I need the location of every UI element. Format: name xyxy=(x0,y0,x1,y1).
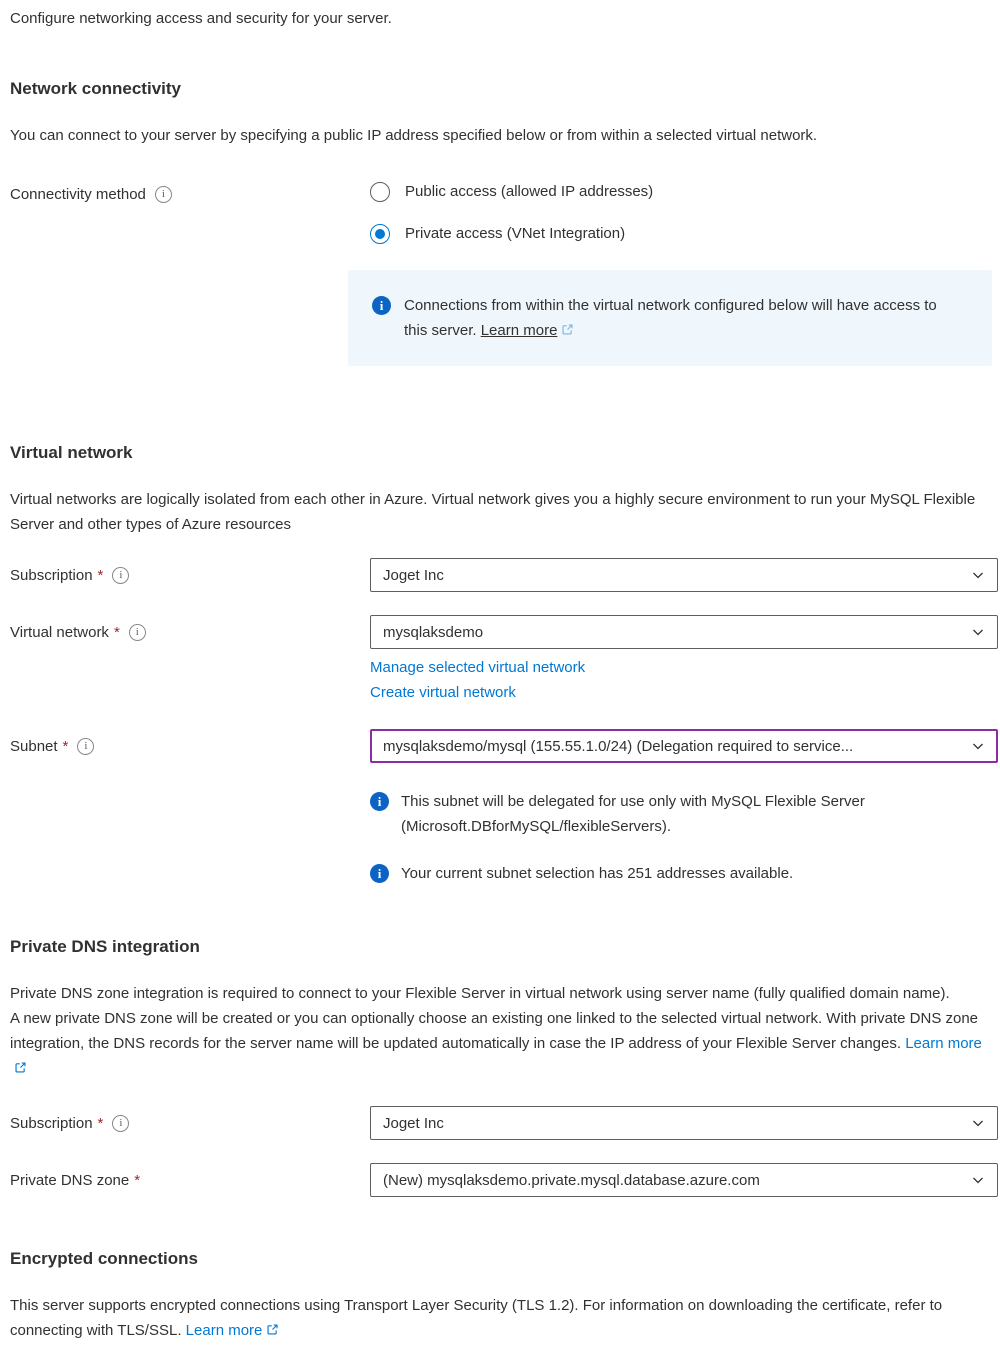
radio-public-access[interactable] xyxy=(370,179,998,204)
private-dns-zone-row xyxy=(10,1163,1000,1197)
subnet-label: Subnet xyxy=(10,737,58,755)
subnet-dropdown[interactable] xyxy=(370,729,998,763)
private-access-info-box xyxy=(348,270,992,366)
page-intro: Configure networking access and security for your server. xyxy=(10,10,392,27)
radio-private-access-label: Private access (VNet Integration) xyxy=(405,225,626,242)
info-filled-icon: i xyxy=(372,296,391,315)
dns-subscription-row xyxy=(10,1106,1000,1140)
subscription-label-cell xyxy=(10,563,370,588)
virtual-network-description: Virtual networks are logically isolated from each other in Azure. Virtual network gives you a highly secure environment to run your MySQL Flexible Server and other types of Azure resources xyxy=(10,491,976,533)
learn-more-link[interactable]: Learn more xyxy=(480,322,558,339)
info-icon[interactable]: i xyxy=(129,624,146,641)
external-link-icon xyxy=(14,1061,27,1074)
section-heading-encrypted-connections: Encrypted connections xyxy=(10,1249,198,1268)
section-heading-virtual-network: Virtual network xyxy=(10,443,133,462)
radio-dot xyxy=(375,229,385,239)
subnet-value: mysqlaksdemo/mysql (155.55.1.0/24) (Delegation required to service... xyxy=(383,737,854,755)
radio-unselected-icon xyxy=(370,182,390,202)
virtual-network-dropdown[interactable] xyxy=(370,615,998,649)
connectivity-method-radio-group xyxy=(370,177,998,246)
private-dns-zone-value: (New) mysqlaksdemo.private.mysql.database.azure.com xyxy=(383,1171,760,1189)
info-filled-icon: i xyxy=(370,864,389,883)
dns-subscription-label-cell xyxy=(10,1111,370,1136)
virtual-network-links xyxy=(370,655,1000,705)
subnet-label-cell xyxy=(10,734,370,759)
external-link-icon xyxy=(561,323,574,336)
subscription-label: Subscription xyxy=(10,566,93,584)
chevron-down-icon xyxy=(971,625,985,639)
network-connectivity-description: You can connect to your server by specifying a public IP address specified below or from within a selected virtual network. xyxy=(10,127,818,144)
chevron-down-icon xyxy=(971,1116,985,1130)
learn-more-link[interactable]: Learn more xyxy=(185,1322,263,1339)
virtual-network-row xyxy=(10,615,1000,649)
subnet-delegation-note xyxy=(370,789,990,839)
manage-virtual-network-link[interactable]: Manage selected virtual network xyxy=(370,659,586,676)
private-dns-zone-label: Private DNS zone xyxy=(10,1171,130,1189)
private-access-info-text: Connections from within the virtual network configured below will have access to this server. Learn more xyxy=(404,297,937,339)
create-virtual-network-link[interactable]: Create virtual network xyxy=(370,684,516,701)
info-icon[interactable]: i xyxy=(112,1115,129,1132)
virtual-network-value: mysqlaksdemo xyxy=(383,623,484,641)
required-marker: * xyxy=(62,737,69,755)
external-link-icon xyxy=(266,1323,279,1336)
subscription-dropdown[interactable] xyxy=(370,558,998,592)
subnet-addresses-note-text: Your current subnet selection has 251 addresses available. xyxy=(401,865,794,882)
private-dns-description-line1: Private DNS zone integration is required to connect to your Flexible Server in virtual network using server name (fully qualified domain name). xyxy=(10,985,950,1002)
dns-subscription-value: Joget Inc xyxy=(383,1114,444,1132)
chevron-down-icon xyxy=(971,568,985,582)
info-icon[interactable]: i xyxy=(112,567,129,584)
section-heading-private-dns: Private DNS integration xyxy=(10,937,200,956)
dns-subscription-label: Subscription xyxy=(10,1114,93,1132)
subscription-value: Joget Inc xyxy=(383,566,444,584)
subnet-addresses-note xyxy=(370,861,990,886)
connectivity-method-label-cell xyxy=(10,177,370,207)
private-dns-zone-label-cell xyxy=(10,1168,370,1193)
radio-private-access[interactable] xyxy=(370,221,998,246)
chevron-down-icon xyxy=(971,1173,985,1187)
private-dns-description-line2: A new private DNS zone will be created or you can optionally choose an existing one linked to the selected virtual network. With private DNS zone integration, the DNS records for the server name will be updated automatically in case the IP address of your Flexible Server changes. Learn more xyxy=(10,1006,994,1081)
required-marker: * xyxy=(97,566,104,584)
private-dns-zone-dropdown[interactable] xyxy=(370,1163,998,1197)
info-icon[interactable]: i xyxy=(77,738,94,755)
required-marker: * xyxy=(134,1171,141,1189)
subscription-row xyxy=(10,558,1000,592)
private-dns-description xyxy=(10,981,994,1081)
subnet-delegation-note-text: This subnet will be delegated for use only with MySQL Flexible Server (Microsoft.DBforMySQL/flexibleServers). xyxy=(401,793,865,835)
encrypted-connections-description: This server supports encrypted connections using Transport Layer Security (TLS 1.2). For information on downloading the certificate, refer to connecting with TLS/SSL. Learn more xyxy=(10,1297,943,1339)
section-heading-network-connectivity: Network connectivity xyxy=(10,79,181,98)
connectivity-method-label: Connectivity method xyxy=(10,186,146,203)
virtual-network-label-cell xyxy=(10,620,370,645)
required-marker: * xyxy=(97,1114,104,1132)
info-filled-icon: i xyxy=(370,792,389,811)
required-marker: * xyxy=(113,623,120,641)
radio-selected-icon xyxy=(370,224,390,244)
connectivity-method-row xyxy=(10,177,1000,246)
info-icon[interactable]: i xyxy=(155,186,172,203)
subnet-row xyxy=(10,729,1000,763)
learn-more-link[interactable]: Learn more xyxy=(905,1035,982,1052)
chevron-down-icon xyxy=(971,739,985,753)
virtual-network-label: Virtual network xyxy=(10,623,109,641)
radio-public-access-label: Public access (allowed IP addresses) xyxy=(405,183,654,200)
dns-subscription-dropdown[interactable] xyxy=(370,1106,998,1140)
